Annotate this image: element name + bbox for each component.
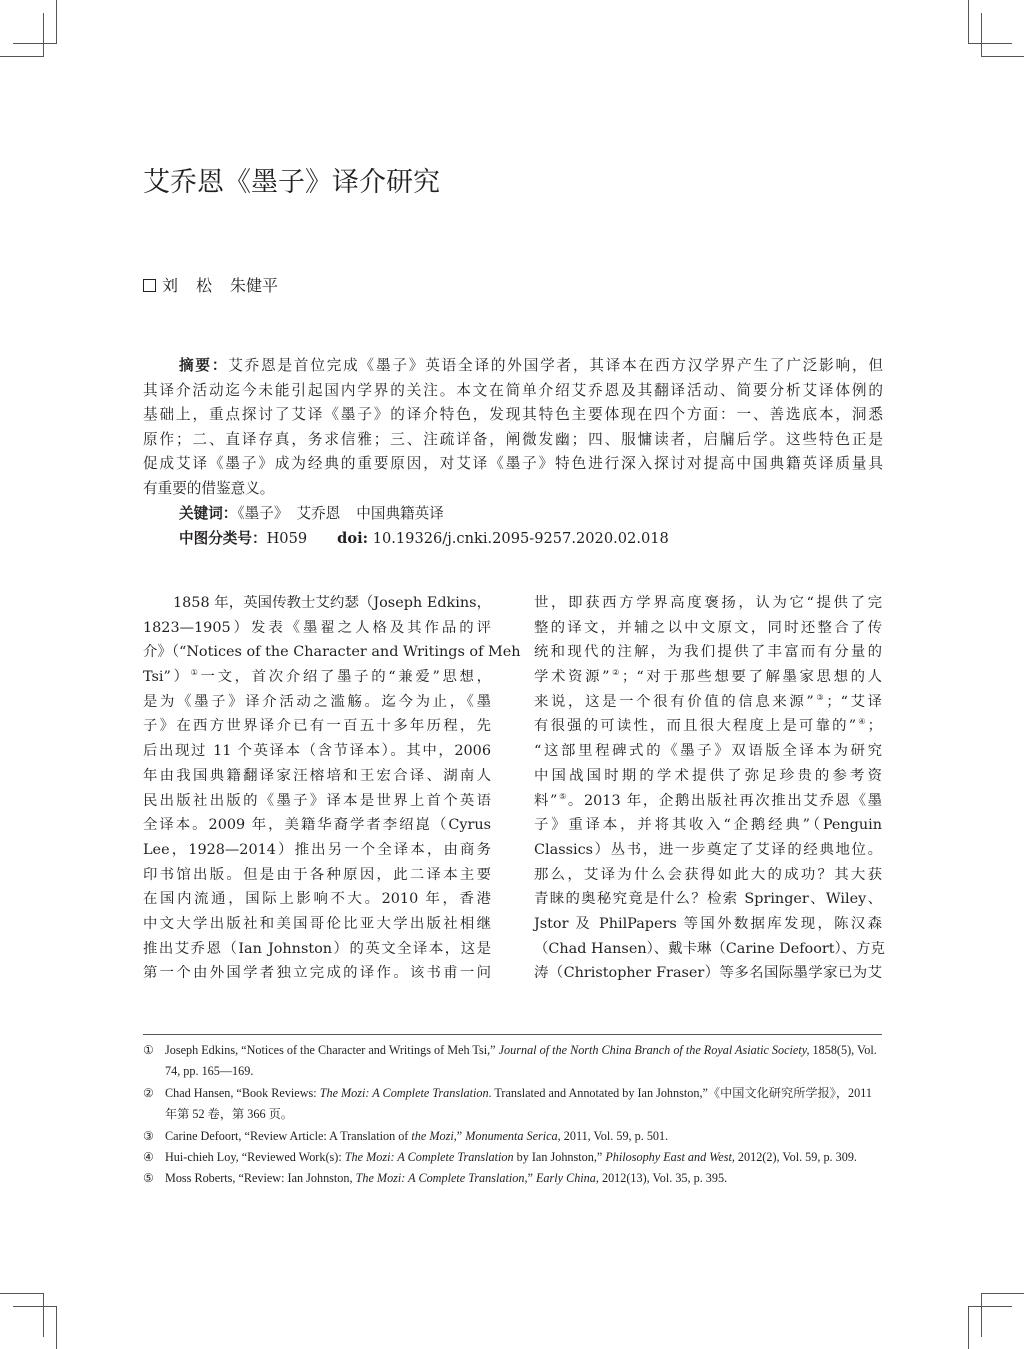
footnote bbox=[143, 1168, 883, 1189]
footnote-number: ② bbox=[143, 1085, 154, 1100]
body-line bbox=[534, 591, 882, 616]
body-text: ；“对于那些想要了解墨家思想的人 bbox=[621, 669, 883, 686]
keywords bbox=[179, 502, 444, 523]
footnote-italic-text: Early China, bbox=[535, 1171, 599, 1186]
body-text: 世，即获西方学界高度褒扬，认为它“提供了完 bbox=[534, 595, 882, 611]
footnote-number: ⑤ bbox=[143, 1171, 154, 1186]
body-line bbox=[143, 665, 491, 690]
body-text: 后出现过 11 个英译本（含节译本）。其中，2006 bbox=[143, 743, 491, 760]
crop-mark bbox=[43, 13, 44, 57]
body-text: 是为《墨子》译介活动之滥觞。迄今为止，《墨 bbox=[143, 693, 491, 710]
body-line bbox=[143, 937, 491, 962]
article-title: 艾乔恩《墨子》译介研究 bbox=[143, 167, 440, 198]
body-line bbox=[534, 714, 882, 739]
body-text: ； bbox=[867, 718, 883, 735]
crop-mark bbox=[0, 1293, 44, 1294]
crop-mark bbox=[56, 1306, 57, 1349]
body-line bbox=[143, 616, 491, 641]
crop-mark bbox=[43, 1293, 44, 1337]
footnote-plain-text: Moss Roberts, “Review: Ian Johnston, bbox=[165, 1171, 356, 1186]
body-column-right bbox=[534, 591, 885, 986]
abstract-line: 基础上，重点探讨了艾译《墨子》的译介特色，发现其特色主要体现在四个方面：一、善选底本，洞悉 bbox=[143, 406, 883, 424]
author-name: 朱健平 bbox=[230, 276, 279, 295]
keyword: 中国典籍英译 bbox=[356, 505, 444, 522]
body-text: 那么，艾译为什么会获得如此大的成功？其大获 bbox=[534, 866, 882, 883]
footnote-plain-text: Carine Defoort, “Review Article: A Translation of bbox=[165, 1128, 412, 1143]
crop-mark bbox=[981, 56, 1024, 57]
footnote-ref[interactable]: ③ bbox=[813, 692, 827, 702]
body-text: 民出版社出版的《墨子》译本是世界上首个英语 bbox=[143, 792, 491, 809]
body-text: 整的译文，并辅之以中文原文，同时还整合了传 bbox=[534, 619, 882, 636]
footnote-plain-text: Joseph Edkins, “Notices of the Character and Writings of Meh Tsi,” bbox=[165, 1043, 499, 1057]
classification-value: H059 bbox=[266, 530, 308, 547]
body-text: ；“艾译 bbox=[826, 693, 883, 710]
body-text: “这部里程碑式的《墨子》双语版全译本为研究 bbox=[534, 743, 882, 760]
body-line bbox=[534, 961, 882, 986]
footnote bbox=[143, 1040, 883, 1083]
body-text: 中国战国时期的学术提供了弥足珍贵的参考资 bbox=[534, 767, 882, 784]
abstract-line: 其译介活动迄今未能引起国内学界的关注。本文在简单介绍艾乔恩及其翻译活动、简要分析艾译体例的 bbox=[143, 381, 883, 399]
body-text: 中文大学出版社和美国哥伦比亚大学出版社相继 bbox=[143, 915, 491, 932]
doi-value: 10.19326/j.cnki.2095-9257.2020.02.018 bbox=[372, 530, 669, 547]
body-text: （Chad Hansen）、戴卡琳（Carine Defoort）、方克 bbox=[534, 940, 885, 957]
body-line bbox=[143, 739, 491, 764]
abstract-line bbox=[143, 354, 883, 379]
body-text: 有很强的可读性，而且很大程度上是可靠的” bbox=[534, 718, 857, 735]
body-column-left bbox=[143, 591, 521, 986]
footnote-italic-text: The Mozi: A Complete Translation bbox=[319, 1085, 489, 1100]
footnote-plain-text: ,” bbox=[453, 1128, 466, 1143]
body-text: Tsi”） bbox=[143, 669, 191, 686]
body-text: 青睐的奥秘究竟是什么？检索 Springer、Wiley、 bbox=[534, 891, 882, 908]
abstract bbox=[143, 354, 883, 502]
footnote-italic-text: the Mozi bbox=[411, 1128, 454, 1143]
crop-mark bbox=[56, 0, 57, 43]
body-text: 推出艾乔恩（Ian Johnston）的英文全译本，这是 bbox=[143, 940, 491, 957]
footnote-plain-text: 2012(13), Vol. 35, p. 395. bbox=[598, 1171, 728, 1186]
keyword: 艾乔恩 bbox=[296, 505, 341, 522]
abstract-label: 摘要： bbox=[179, 357, 229, 374]
footnote-italic-text: Philosophy East and West, bbox=[605, 1150, 735, 1165]
body-text: 全译本。2009 年，美籍华裔学者李绍崑（Cyrus bbox=[143, 817, 491, 834]
crop-mark bbox=[968, 1306, 969, 1349]
footnote-ref[interactable]: ② bbox=[609, 668, 622, 678]
keywords-label: 关键词： bbox=[179, 505, 238, 522]
crop-mark bbox=[981, 13, 982, 57]
body-line bbox=[534, 640, 882, 665]
crop-mark bbox=[968, 0, 969, 43]
body-text: 1823—1905）发表《墨翟之人格及其作品的评 bbox=[143, 619, 491, 636]
body-text: Classics）丛书，进一步奠定了艾译的经典地位。 bbox=[534, 841, 882, 858]
body-line bbox=[143, 789, 491, 814]
body-line bbox=[143, 961, 491, 986]
body-line bbox=[143, 591, 491, 616]
footnote-ref[interactable]: ④ bbox=[856, 717, 868, 727]
body-text: 在国内流通，国际上影响不大。2010 年，香港 bbox=[143, 891, 491, 908]
footnote-plain-text: , 2011, Vol. 59, p. 501. bbox=[557, 1128, 669, 1143]
body-text: 1858 年，英国传教士艾约瑟（Joseph Edkins， bbox=[173, 595, 491, 611]
body-line bbox=[534, 764, 882, 789]
body-line bbox=[143, 863, 491, 888]
body-text: 第一个由外国学者独立完成的译作。该书甫一问 bbox=[143, 965, 491, 982]
crop-mark bbox=[0, 56, 44, 57]
abstract-line: 原作；二、直译存真，务求信雅；三、注疏详备，阐微发幽；四、服慵读者，启牖后学。这些特色正是 bbox=[143, 430, 883, 448]
body-line bbox=[143, 887, 491, 912]
crop-mark bbox=[981, 1293, 1024, 1294]
body-line bbox=[534, 813, 882, 838]
footnote-plain-text: Hui-chieh Loy, “Reviewed Work(s): bbox=[165, 1150, 345, 1165]
crop-mark bbox=[968, 1306, 1012, 1307]
classification-line bbox=[179, 527, 669, 548]
footnote-italic-text: Monumenta Serica bbox=[465, 1128, 558, 1143]
footnote-ref[interactable]: ① bbox=[190, 668, 201, 678]
body-line bbox=[143, 912, 491, 937]
footnote-text bbox=[165, 1043, 877, 1078]
footnote-number: ① bbox=[143, 1043, 154, 1057]
author-name: 刘 bbox=[162, 276, 179, 295]
footnote bbox=[143, 1147, 883, 1168]
footnote-divider bbox=[143, 1034, 882, 1035]
footnote-plain-text: 1858(5), Vol. 74, pp. 165—169. bbox=[165, 1043, 877, 1079]
abstract-line: 促成艾译《墨子》成为经典的重要原因，对艾译《墨子》特色进行深入探讨对提高中国典籍英译质量具 bbox=[143, 455, 883, 473]
author-name: 松 bbox=[196, 276, 213, 295]
body-line bbox=[534, 789, 882, 814]
footnote-text bbox=[165, 1171, 727, 1185]
body-text: 印书馆出版。但是由于各种原因，此二译本主要 bbox=[143, 866, 491, 883]
body-text: 学术资源” bbox=[534, 669, 610, 686]
footnote-number: ④ bbox=[143, 1150, 154, 1165]
body-text: 统和现代的注解，为我们提供了丰富而有分量的 bbox=[534, 644, 882, 661]
footnotes bbox=[143, 1040, 883, 1190]
body-line bbox=[143, 714, 491, 739]
body-text: 子》重译本，并将其收入“企鹅经典”（Penguin bbox=[534, 817, 882, 834]
footnote bbox=[143, 1126, 883, 1147]
body-text: 来说，这是一个很有价值的信息来源” bbox=[534, 693, 814, 710]
body-line bbox=[143, 838, 491, 863]
footnote-text bbox=[165, 1129, 668, 1143]
crop-mark bbox=[13, 43, 57, 44]
keyword: 《墨子》 bbox=[237, 505, 289, 522]
body-line bbox=[534, 665, 882, 690]
footnote-italic-text: Journal of the North China Branch of the Royal Asiatic Society, bbox=[498, 1043, 810, 1057]
footnote-text bbox=[165, 1086, 872, 1121]
body-text: 子》在西方世界译介已有一百五十多年历程，先 bbox=[143, 718, 491, 735]
body-line bbox=[143, 813, 491, 838]
body-line bbox=[143, 640, 521, 665]
footnote-plain-text: Chad Hansen, “Book Reviews: bbox=[165, 1085, 320, 1100]
footnote-plain-text: by Ian Johnston,” bbox=[513, 1150, 606, 1165]
body-text: 一文，首次介绍了墨子的“兼爱”思想， bbox=[200, 669, 492, 686]
footnote-italic-text: The Mozi: A Complete Translation bbox=[355, 1171, 525, 1186]
body-text: 料” bbox=[534, 792, 558, 809]
footnote-plain-text: ,” bbox=[524, 1171, 536, 1186]
body-line bbox=[534, 838, 882, 863]
crop-mark bbox=[13, 1306, 57, 1307]
classification-label: 中图分类号： bbox=[179, 530, 267, 547]
body-line bbox=[143, 764, 491, 789]
body-line bbox=[143, 690, 491, 715]
body-line bbox=[534, 616, 882, 641]
footnote-plain-text: . Translated and Annotated by Ian Johnston,”《中国文化研究所学报》，2011 年第 52 卷，第 366 页。 bbox=[165, 1085, 872, 1122]
abstract-text: 艾乔恩是首位完成《墨子》英语全译的外国学者，其译本在西方汉学界产生了广泛影响，但 bbox=[228, 357, 883, 374]
body-line bbox=[534, 739, 882, 764]
footnote-italic-text: The Mozi: A Complete Translation bbox=[344, 1150, 514, 1165]
author-marker-box bbox=[143, 279, 156, 292]
body-text: 涛（Christopher Fraser）等多名国际墨学家已为艾 bbox=[534, 965, 882, 982]
author-line bbox=[143, 273, 278, 296]
crop-mark bbox=[968, 43, 1012, 44]
body-line bbox=[534, 863, 882, 888]
body-line bbox=[534, 937, 885, 962]
body-line bbox=[534, 887, 882, 912]
footnote-plain-text: 2012(2), Vol. 59, p. 309. bbox=[734, 1150, 857, 1165]
body-text: Lee，1928—2014）推出另一个全译本，由商务 bbox=[143, 841, 491, 858]
abstract-line: 有重要的借鉴意义。 bbox=[143, 479, 275, 497]
body-text: 。2013 年，企鹅出版社再次推出艾乔恩《墨 bbox=[567, 792, 883, 809]
body-text: 年由我国典籍翻译家汪榕培和王宏合译、湖南人 bbox=[143, 767, 491, 784]
doi-label: doi: bbox=[337, 530, 369, 547]
footnote bbox=[143, 1083, 883, 1126]
body-text: 介》（“Notices of the Character and Writings of Meh bbox=[143, 644, 521, 661]
body-line bbox=[534, 690, 882, 715]
footnote-ref[interactable]: ⑤ bbox=[557, 791, 568, 801]
body-text: Jstor 及 PhilPapers 等国外数据库发现，陈汉森 bbox=[534, 915, 882, 932]
crop-mark bbox=[981, 1293, 982, 1337]
body-line bbox=[534, 912, 882, 937]
footnote-number: ③ bbox=[143, 1128, 154, 1143]
footnote-text bbox=[165, 1150, 857, 1164]
